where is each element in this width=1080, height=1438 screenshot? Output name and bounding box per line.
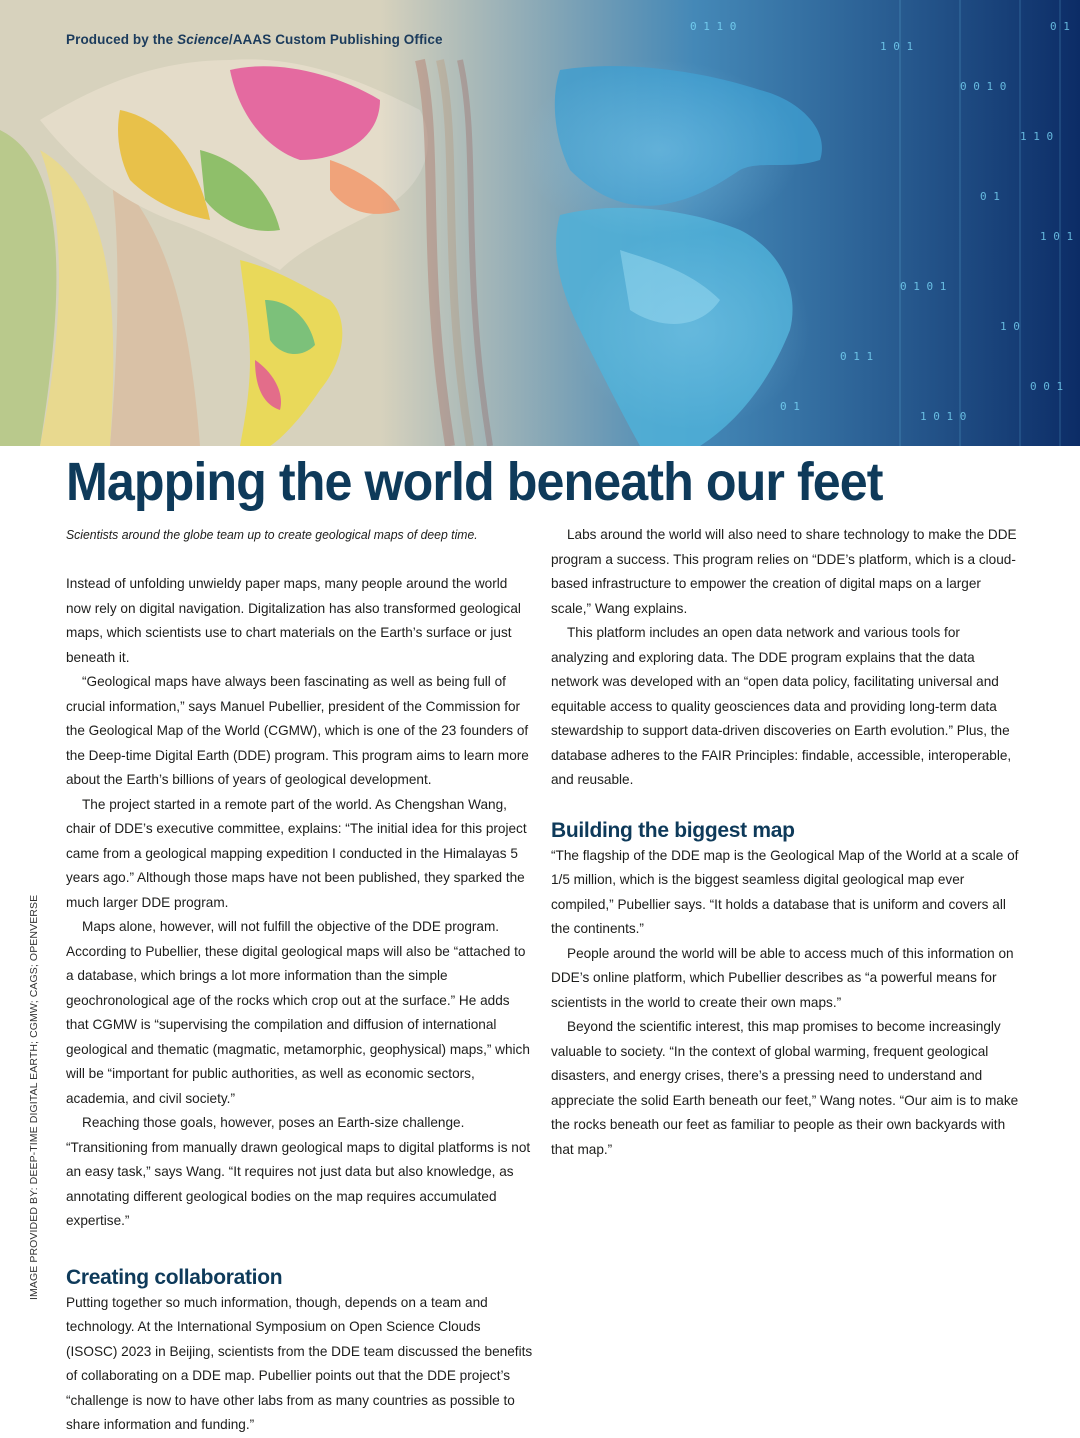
svg-text:1 0 1: 1 0 1 — [1040, 230, 1074, 243]
paragraph: This platform includes an open data network and various tools for analyzing and exploring data. The DDE program explains that the data network was developed with an “open data policy, facilitating universal and equitable access to quality geosciences data and providing long-term data stewardship to support data-driven discoveries on Earth evolution.” Plus, the database adheres to the FAIR Principles: findable, accessible, interoperable, and reusable. — [551, 625, 1012, 787]
paragraph: Reaching those goals, however, poses an Earth-size challenge. “Transitioning from manually drawn geological maps to digital platforms is not an easy task,” says Wang. “It requires not just data but also knowledge, as annotating different geological bodies on the map requires accumulated expertise.” — [66, 1115, 531, 1228]
credit-prefix: Produced by the — [66, 32, 178, 47]
left-column — [66, 572, 534, 1438]
paragraph: Beyond the scientific interest, this map promises to become increasingly valuable to society. “In the context of global warming, frequent geological disasters, and energy crises, there’s a pressing need to understand and appreciate the solid Earth beneath our feet,” Wang notes. “Our aim is to make the rocks beneath our feet as familiar to people as their own backyards with that map.” — [551, 1019, 1019, 1157]
svg-text:1 0 1 0: 1 0 1 0 — [920, 410, 967, 423]
svg-text:0 1 1: 0 1 1 — [840, 350, 874, 363]
section-heading-creating-collaboration: Creating collaboration — [66, 1265, 283, 1289]
svg-text:0 0 1: 0 0 1 — [1030, 380, 1064, 393]
paragraph: The project started in a remote part of the world. As Chengshan Wang, chair of DDE’s executive committee, explains: “The initial idea for this project came from a geological mapping expedition I conducted in the Himalayas 5 years ago.” Although those maps have not been published, they sparked the much larger DDE program. — [66, 796, 527, 910]
credit-suffix: /AAAS Custom Publishing Office — [228, 32, 443, 47]
paragraph: “The flagship of the DDE map is the Geological Map of the World at a scale of 1/5 million, which is the biggest seamless digital geological map ever compiled,” Pubellier says. “It holds a database that is uniform and covers all the continents.” — [551, 847, 1019, 936]
svg-text:0 0 1 0: 0 0 1 0 — [960, 80, 1007, 93]
svg-text:0 1 1 0: 0 1 1 0 — [690, 20, 737, 33]
svg-text:1 0 1: 1 0 1 — [880, 40, 914, 53]
publisher-credit — [66, 32, 443, 47]
svg-text:0 1 0 1: 0 1 0 1 — [900, 280, 947, 293]
image-credit: IMAGE PROVIDED BY: DEEP-TIME DIGITAL EARTH; CGMW; CAGS; OPENVERSE — [28, 894, 40, 1300]
paragraph: “Geological maps have always been fascinating as well as being full of crucial information,” says Manuel Pubellier, president of the Commission for the Geological Map of the World (CGMW), which is one of the 23 founders of the Deep-time Digital Earth (DDE) program. This program aims to learn more about the Earth’s billions of years of geological development. — [66, 674, 529, 787]
svg-text:1 1 0: 1 1 0 — [1020, 130, 1054, 143]
right-column — [551, 523, 1019, 1162]
paragraph: Instead of unfolding unwieldy paper maps, many people around the world now rely on digital navigation. Digitalization has also transformed geological maps, which scientists use to chart materials on the Earth’s surface or just beneath it. — [66, 576, 521, 665]
section-heading-building-biggest-map: Building the biggest map — [551, 818, 795, 842]
svg-text:0 1: 0 1 — [1050, 20, 1070, 33]
article-title: Mapping the world beneath our feet — [66, 452, 883, 512]
hero-image — [0, 0, 1080, 446]
svg-text:1 0: 1 0 — [1000, 320, 1020, 333]
credit-publication: Science — [177, 32, 229, 47]
svg-text:0 1: 0 1 — [980, 190, 1000, 203]
svg-text:0 1: 0 1 — [780, 400, 800, 413]
paragraph: People around the world will be able to access much of this information on DDE’s online platform, which Pubellier describes as “a powerful means for scientists in the world to create their own maps.” — [551, 945, 1014, 1010]
paragraph: Labs around the world will also need to share technology to make the DDE program a success. This program relies on “DDE’s platform, which is a cloud-based infrastructure to empower the creation of digital maps on a larger scale,” Wang explains. — [551, 527, 1017, 616]
paragraph: Maps alone, however, will not fulfill the objective of the DDE program. According to Pubellier, these digital geological maps will also be “attached to a database, which brings a lot more information than the simple geochronological age of the rocks which crop out at the surface.” He adds that CGMW is “supervising the compilation and diffusion of international geological and thematic (magmatic, metamorphic, geophysical) maps,” which will be “important for public authorities, as well as economic sectors, academia, and civil society.” — [66, 919, 530, 1106]
article-deck: Scientists around the globe team up to create geological maps of deep time. — [66, 527, 478, 542]
paragraph: Putting together so much information, though, depends on a team and technology. At the International Symposium on Open Science Clouds (ISOSC) 2023 in Beijing, scientists from the DDE team discussed the benefits of collaborating on a DDE map. Pubellier points out that the DDE project’s “challenge is now to have other labs from as many countries as possible to share information and funding.” — [66, 1294, 533, 1432]
geological-map-illustration — [0, 0, 1080, 446]
